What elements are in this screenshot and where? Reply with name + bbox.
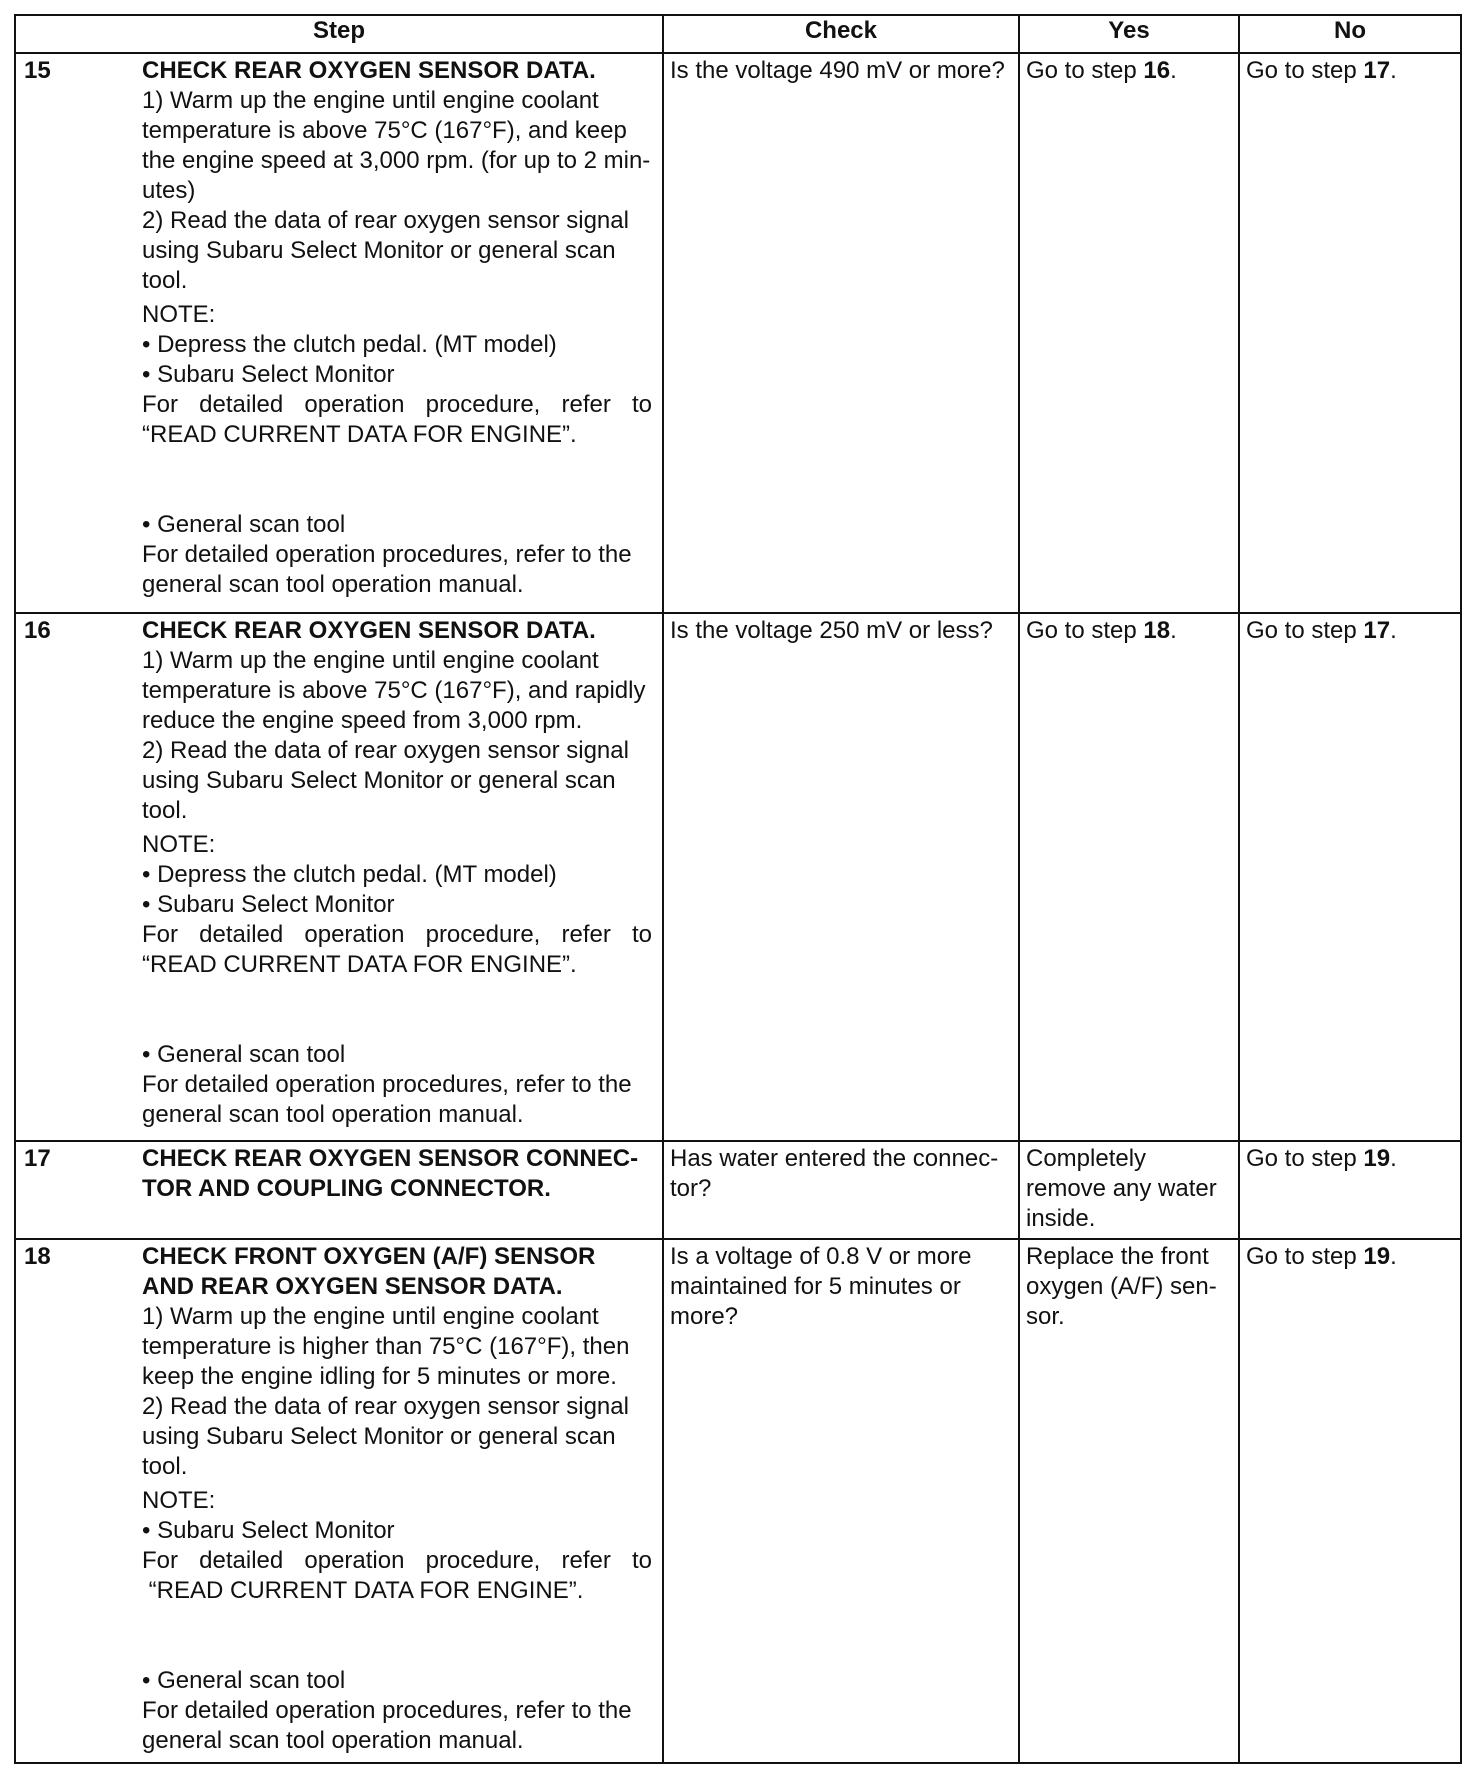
step-cell bbox=[15, 613, 663, 1141]
note-bullet: • Depress the clutch pedal. (MT model) bbox=[142, 861, 557, 888]
yes-text-line: Replace the front bbox=[1026, 1243, 1209, 1270]
table-row bbox=[15, 1239, 1461, 1763]
yes-text-line: oxygen (A/F) sen- bbox=[1026, 1273, 1217, 1300]
step-text-line: keep the engine idling for 5 minutes or more. bbox=[142, 1363, 617, 1390]
check-cell: Is the voltage 250 mV or less? bbox=[663, 613, 1019, 1141]
header-step: Step bbox=[15, 15, 663, 53]
step-text-line: tool. bbox=[142, 267, 188, 294]
yes-suffix: . bbox=[1170, 57, 1177, 84]
spacer bbox=[142, 1606, 652, 1666]
step-text-line: using Subaru Select Monitor or general scan bbox=[142, 1423, 616, 1450]
yes-text-line: remove any water bbox=[1026, 1175, 1217, 1202]
no-step-link[interactable]: 19 bbox=[1363, 1243, 1391, 1270]
step-title: CHECK REAR OXYGEN SENSOR DATA. bbox=[142, 617, 596, 644]
note-reference: general scan tool operation manual. bbox=[142, 1101, 524, 1128]
step-text-line: tool. bbox=[142, 1453, 188, 1480]
check-cell bbox=[663, 1239, 1019, 1763]
step-cell bbox=[15, 53, 663, 613]
yes-text-line: Completely bbox=[1026, 1145, 1147, 1172]
check-cell bbox=[663, 1141, 1019, 1239]
no-text: Go to step bbox=[1246, 1243, 1364, 1270]
step-title: CHECK REAR OXYGEN SENSOR DATA. bbox=[142, 57, 596, 84]
yes-text: Go to step bbox=[1026, 617, 1144, 644]
spacer bbox=[142, 450, 652, 510]
note-label: NOTE: bbox=[142, 301, 216, 328]
step-content bbox=[142, 56, 652, 600]
step-content bbox=[142, 1242, 652, 1756]
step-cell bbox=[15, 1239, 663, 1763]
note-label: NOTE: bbox=[142, 1487, 216, 1514]
note-reference: For detailed operation procedures, refer to the bbox=[142, 1071, 632, 1098]
header-check: Check bbox=[663, 15, 1019, 53]
step-text-line: tool. bbox=[142, 797, 188, 824]
yes-suffix: . bbox=[1170, 617, 1177, 644]
table-header-row bbox=[15, 15, 1461, 53]
step-text-line: the engine speed at 3,000 rpm. (for up to 2 min- bbox=[142, 147, 651, 174]
note-reference: For detailed operation procedure, refer to bbox=[142, 921, 652, 948]
step-text-line: 1) Warm up the engine until engine coolant bbox=[142, 1303, 599, 1330]
note-reference: “READ CURRENT DATA FOR ENGINE”. bbox=[142, 421, 577, 448]
no-cell bbox=[1239, 53, 1461, 613]
step-text-line: 2) Read the data of rear oxygen sensor signal bbox=[142, 737, 629, 764]
note-reference: For detailed operation procedures, refer to the bbox=[142, 541, 632, 568]
step-text-line: 1) Warm up the engine until engine coolant bbox=[142, 647, 599, 674]
note-label: NOTE: bbox=[142, 831, 216, 858]
note-bullet: • Subaru Select Monitor bbox=[142, 891, 395, 918]
no-step-link[interactable]: 17 bbox=[1363, 617, 1391, 644]
yes-step-link[interactable]: 16 bbox=[1143, 57, 1171, 84]
table-row bbox=[15, 53, 1461, 613]
step-number: 16 bbox=[24, 617, 51, 644]
step-text-line: using Subaru Select Monitor or general scan bbox=[142, 767, 616, 794]
step-title: CHECK FRONT OXYGEN (A/F) SENSOR bbox=[142, 1243, 596, 1270]
step-number: 17 bbox=[24, 1145, 51, 1172]
note-reference: general scan tool operation manual. bbox=[142, 571, 524, 598]
step-content bbox=[142, 1144, 652, 1204]
no-cell bbox=[1239, 613, 1461, 1141]
note-bullet: • Subaru Select Monitor bbox=[142, 1517, 395, 1544]
step-title: CHECK REAR OXYGEN SENSOR CONNEC- bbox=[142, 1145, 639, 1172]
check-text-line: tor? bbox=[670, 1175, 712, 1202]
check-text-line: maintained for 5 minutes or bbox=[670, 1273, 961, 1300]
note-bullet: • General scan tool bbox=[142, 1041, 346, 1068]
note-reference: For detailed operation procedure, refer to bbox=[142, 1547, 652, 1574]
note-bullet: • General scan tool bbox=[142, 511, 346, 538]
check-text-line: Is a voltage of 0.8 V or more bbox=[670, 1243, 972, 1270]
step-text-line: 2) Read the data of rear oxygen sensor signal bbox=[142, 207, 629, 234]
no-text: Go to step bbox=[1246, 617, 1364, 644]
step-text-line: temperature is above 75°C (167°F), and rapidly bbox=[142, 677, 646, 704]
note-bullet: • General scan tool bbox=[142, 1667, 346, 1694]
yes-cell bbox=[1019, 53, 1239, 613]
no-suffix: . bbox=[1390, 1243, 1397, 1270]
step-number: 15 bbox=[24, 57, 51, 84]
step-text-line: temperature is higher than 75°C (167°F), then bbox=[142, 1333, 630, 1360]
note-bullet: • Subaru Select Monitor bbox=[142, 361, 395, 388]
step-text-line: temperature is above 75°C (167°F), and keep bbox=[142, 117, 627, 144]
check-cell: Is the voltage 490 mV or more? bbox=[663, 53, 1019, 613]
no-cell bbox=[1239, 1141, 1461, 1239]
note-reference: For detailed operation procedure, refer to bbox=[142, 391, 652, 418]
no-cell bbox=[1239, 1239, 1461, 1763]
yes-text-line: sor. bbox=[1026, 1303, 1065, 1330]
note-reference: “READ CURRENT DATA FOR ENGINE”. bbox=[142, 951, 577, 978]
no-step-link[interactable]: 17 bbox=[1363, 57, 1391, 84]
step-text-line: utes) bbox=[142, 177, 196, 204]
yes-cell bbox=[1019, 1141, 1239, 1239]
table-row bbox=[15, 613, 1461, 1141]
note-reference: For detailed operation procedures, refer to the bbox=[142, 1697, 632, 1724]
step-title: AND REAR OXYGEN SENSOR DATA. bbox=[142, 1273, 563, 1300]
header-no: No bbox=[1239, 15, 1461, 53]
yes-text: Go to step bbox=[1026, 57, 1144, 84]
diagnostic-table bbox=[14, 14, 1462, 1764]
spacer bbox=[142, 980, 652, 1040]
header-yes: Yes bbox=[1019, 15, 1239, 53]
yes-cell bbox=[1019, 1239, 1239, 1763]
table-row bbox=[15, 1141, 1461, 1239]
note-reference: general scan tool operation manual. bbox=[142, 1727, 524, 1754]
step-text-line: 2) Read the data of rear oxygen sensor signal bbox=[142, 1393, 629, 1420]
step-text-line: 1) Warm up the engine until engine coolant bbox=[142, 87, 599, 114]
note-bullet: • Depress the clutch pedal. (MT model) bbox=[142, 331, 557, 358]
no-text: Go to step bbox=[1246, 1145, 1364, 1172]
yes-cell bbox=[1019, 613, 1239, 1141]
step-title: TOR AND COUPLING CONNECTOR. bbox=[142, 1175, 551, 1202]
no-suffix: . bbox=[1390, 57, 1397, 84]
yes-text-line: inside. bbox=[1026, 1205, 1096, 1232]
note-reference: “READ CURRENT DATA FOR ENGINE”. bbox=[142, 1577, 584, 1604]
no-suffix: . bbox=[1390, 617, 1397, 644]
step-cell bbox=[15, 1141, 663, 1239]
step-text-line: reduce the engine speed from 3,000 rpm. bbox=[142, 707, 583, 734]
check-text-line: more? bbox=[670, 1303, 739, 1330]
check-text-line: Has water entered the connec- bbox=[670, 1145, 999, 1172]
step-content bbox=[142, 616, 652, 1130]
step-number: 18 bbox=[24, 1243, 51, 1270]
no-suffix: . bbox=[1390, 1145, 1397, 1172]
no-step-link[interactable]: 19 bbox=[1363, 1145, 1391, 1172]
no-text: Go to step bbox=[1246, 57, 1364, 84]
yes-step-link[interactable]: 18 bbox=[1143, 617, 1171, 644]
step-text-line: using Subaru Select Monitor or general scan bbox=[142, 237, 616, 264]
